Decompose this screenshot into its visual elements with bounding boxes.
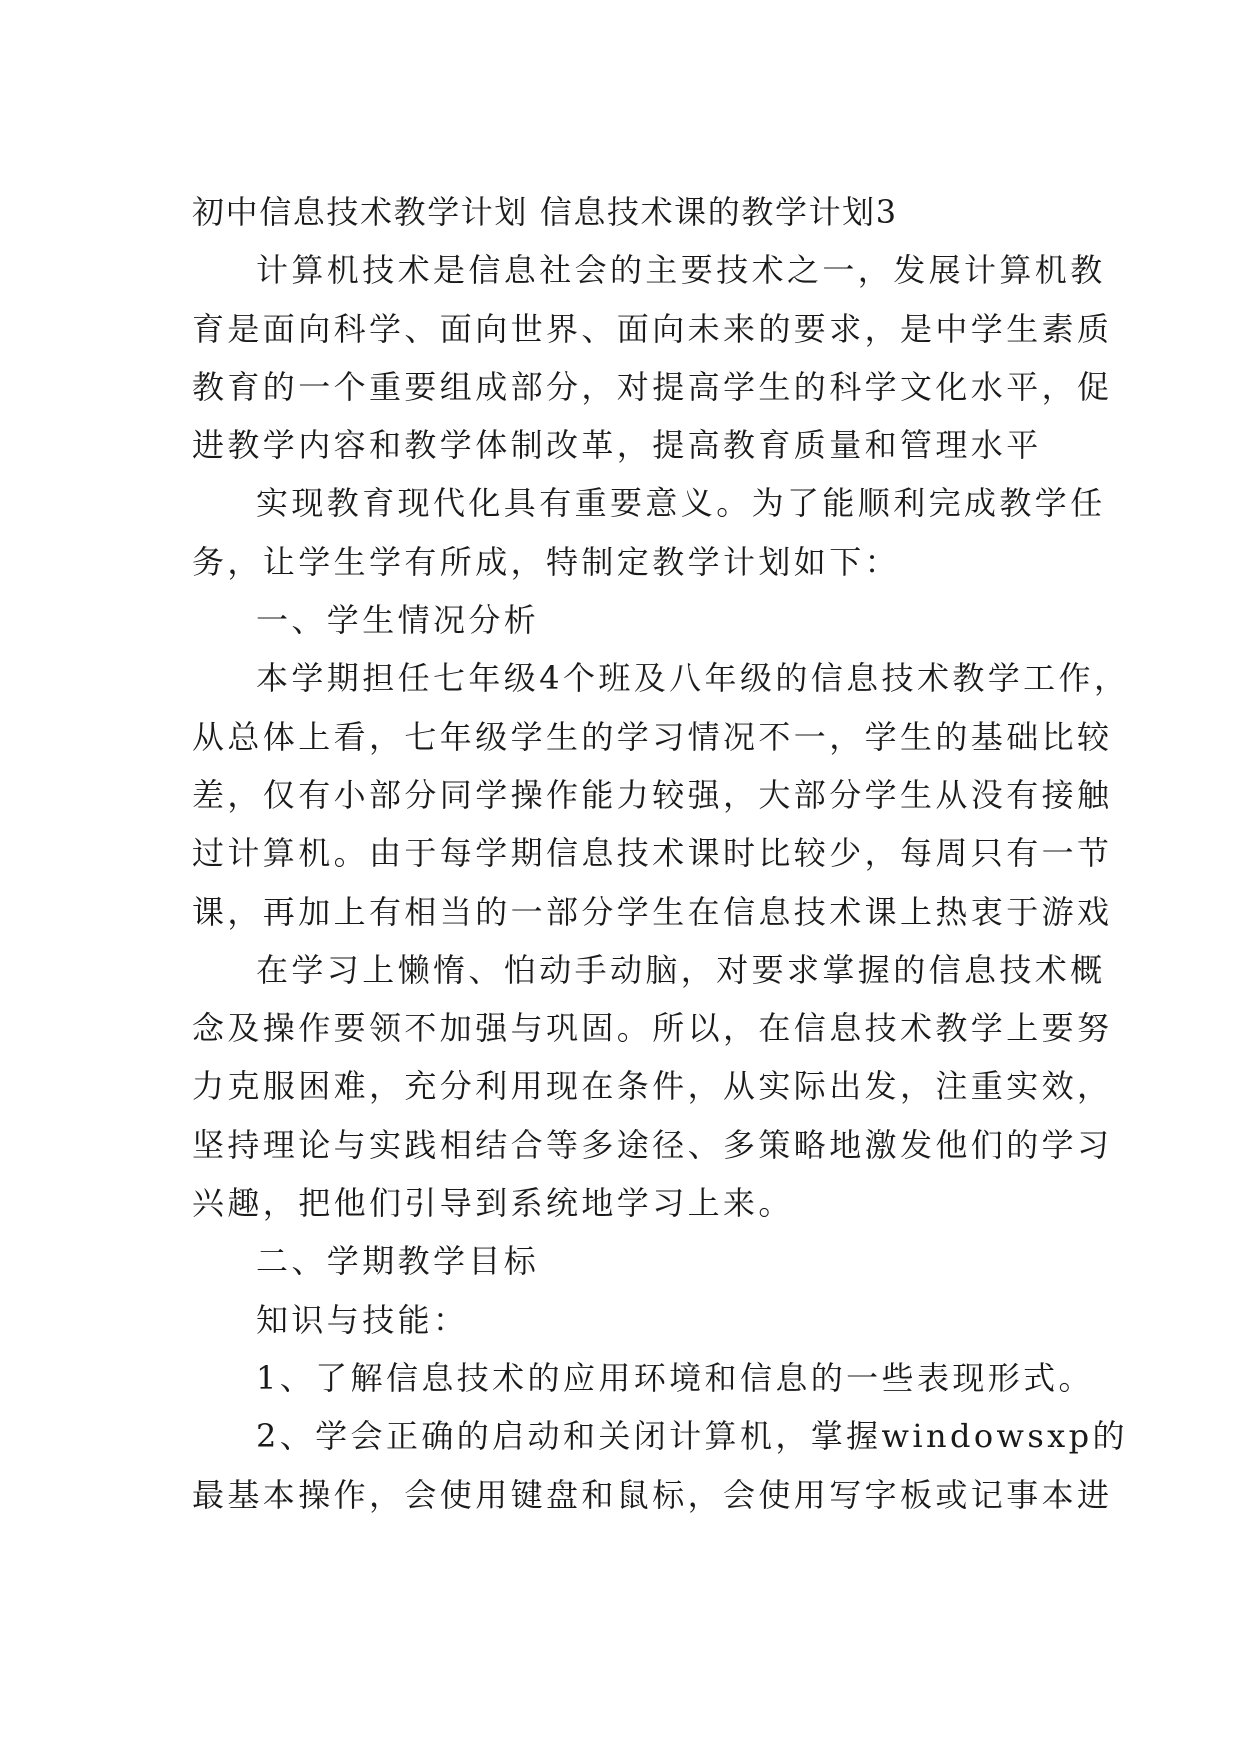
section-heading: 一、学生情况分析 [256,601,540,640]
document-title: 初中信息技术教学计划 信息技术课的教学计划3 [192,193,898,231]
paragraph-line: 课，再加上有相当的一部分学生在信息技术课上热衷于游戏 [192,892,1113,931]
list-item: 2、学会正确的启动和关闭计算机，掌握windowsxp的 [256,1417,1128,1456]
paragraph-line: 计算机技术是信息社会的主要技术之一，发展计算机教 [256,251,1106,290]
paragraph-line: 实现教育现代化具有重要意义。为了能顺利完成教学任 [256,484,1106,523]
paragraph-line: 育是面向科学、面向世界、面向未来的要求，是中学生素质 [192,309,1113,348]
paragraph-line: 本学期担任七年级4个班及八年级的信息技术教学工作， [256,659,1130,698]
list-item-continuation: 最基本操作，会使用键盘和鼠标，会使用写字板或记事本进 [192,1475,1113,1514]
paragraph-line: 差，仅有小部分同学操作能力较强，大部分学生从没有接触 [192,775,1113,814]
paragraph-line: 坚持理论与实践相结合等多途径、多策略地激发他们的学习 [192,1125,1113,1164]
paragraph-line: 念及操作要领不加强与巩固。所以，在信息技术教学上要努 [192,1009,1113,1048]
paragraph-line: 兴趣，把他们引导到系统地学习上来。 [192,1184,794,1223]
paragraph-line: 在学习上懒惰、怕动手动脑，对要求掌握的信息技术概 [256,950,1106,989]
paragraph-line: 务，让学生学有所成，特制定教学计划如下： [192,542,901,581]
subsection-heading: 知识与技能： [256,1300,469,1339]
document-body [192,183,1130,1524]
paragraph-line: 力克服困难，充分利用现在条件，从实际出发，注重实效， [192,1067,1113,1106]
paragraph-line: 进教学内容和教学体制改革，提高教育质量和管理水平 [192,426,1042,465]
paragraph-line: 教育的一个重要组成部分，对提高学生的科学文化水平，促 [192,367,1113,406]
paragraph-line: 从总体上看，七年级学生的学习情况不一，学生的基础比较 [192,717,1113,756]
paragraph-line: 过计算机。由于每学期信息技术课时比较少，每周只有一节 [192,834,1113,873]
list-item: 1、了解信息技术的应用环境和信息的一些表现形式。 [256,1358,1094,1397]
section-heading: 二、学期教学目标 [256,1242,540,1281]
